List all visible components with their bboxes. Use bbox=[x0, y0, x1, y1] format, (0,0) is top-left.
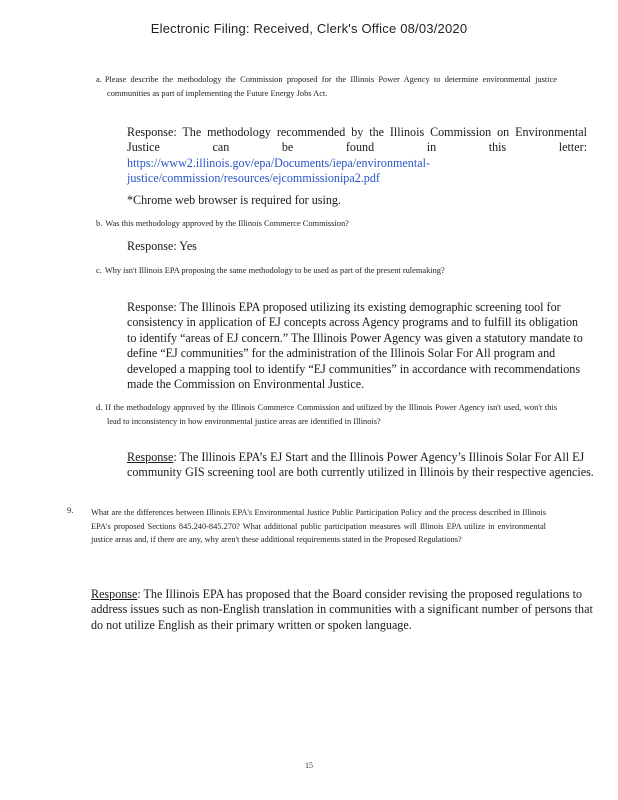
response-a-label: Response: bbox=[127, 125, 177, 139]
question-b bbox=[96, 217, 546, 231]
filing-header: Electronic Filing: Received, Clerk's Office 08/03/2020 bbox=[150, 21, 468, 36]
response-d-text: : The Illinois EPA’s EJ Start and the Illinois Power Agency’s Illinois Solar For All EJ community GIS screening tool are both currently utilized in Illinois by their respective agencies. bbox=[127, 450, 594, 480]
question-c-label: c. bbox=[96, 266, 102, 275]
question-a-text: Please describe the methodology the Commission proposed for the Illinois Power Agency to determine environmental justice communities as part of implementing the Future Energy Jobs Act. bbox=[104, 75, 557, 98]
response-d bbox=[127, 450, 597, 481]
browser-note: *Chrome web browser is required for using. bbox=[127, 193, 341, 207]
page-number: 15 bbox=[305, 761, 313, 770]
response-d-label: Response bbox=[127, 450, 174, 464]
question-a-label: a. bbox=[96, 75, 102, 84]
response-b-text: Yes bbox=[179, 239, 197, 253]
response-a bbox=[127, 125, 587, 187]
response-9 bbox=[91, 587, 596, 633]
question-c-text: Why isn't Illinois EPA proposing the same methodology to be used as part of the present rulemaking? bbox=[104, 266, 445, 275]
question-c bbox=[96, 264, 557, 278]
response-b-label: Response: bbox=[127, 239, 177, 253]
response-9-text: : The Illinois EPA has proposed that the Board consider revising the proposed regulations to address issues such as non-English translation in communities with a significant number of persons that do not utilize English as their primary written or spoken language. bbox=[91, 587, 593, 632]
question-d-text: If the methodology approved by the Illinois Commerce Commission and utilized by the Illinois Power Agency isn't used, won't this lead to inconsistency in how environmental justice areas are identified in Illinois? bbox=[105, 403, 557, 426]
question-d bbox=[96, 401, 557, 428]
question-b-label: b. bbox=[96, 219, 103, 228]
question-9-number: 9. bbox=[67, 506, 74, 515]
response-b bbox=[127, 239, 587, 254]
response-c-label: Response: bbox=[127, 300, 177, 314]
response-9-label: Response bbox=[91, 587, 138, 601]
response-c bbox=[127, 300, 587, 392]
response-a-text: The methodology recommended by the Illinois Commission on Environmental Justice can be found in this letter: bbox=[127, 125, 587, 155]
response-c-text: The Illinois EPA proposed utilizing its existing demographic screening tool for consistency in application of EJ concepts across Agency programs and to fulfill its obligation to identify “areas of EJ concern.” The Illinois Power Agency was given a statutory mandate to define “EJ communities” for the administration of the Illinois Solar For All program and developed a mapping tool to identify “EJ communities” in accordance with recommendations made the Commission on Environmental Justice. bbox=[127, 300, 583, 392]
question-d-label: d. bbox=[96, 403, 103, 412]
ej-commission-letter-link[interactable]: https://www2.illinois.gov/epa/Documents/iepa/environmental-justice/commission/resources/ejcommissionipa2.pdf bbox=[127, 155, 430, 186]
question-a bbox=[96, 73, 557, 100]
question-9-text: What are the differences between Illinois EPA's Environmental Justice Public Participation Policy and the process described in Illinois EPA's proposed Sections 845.240-845.270? What additional public participation measures will Illinois EPA utilize in environmental justice areas and, if there are any, why aren't these additional requirements stated in the Proposed Regulations? bbox=[91, 508, 546, 544]
question-b-text: Was this methodology approved by the Illinois Commerce Commission? bbox=[105, 219, 349, 228]
